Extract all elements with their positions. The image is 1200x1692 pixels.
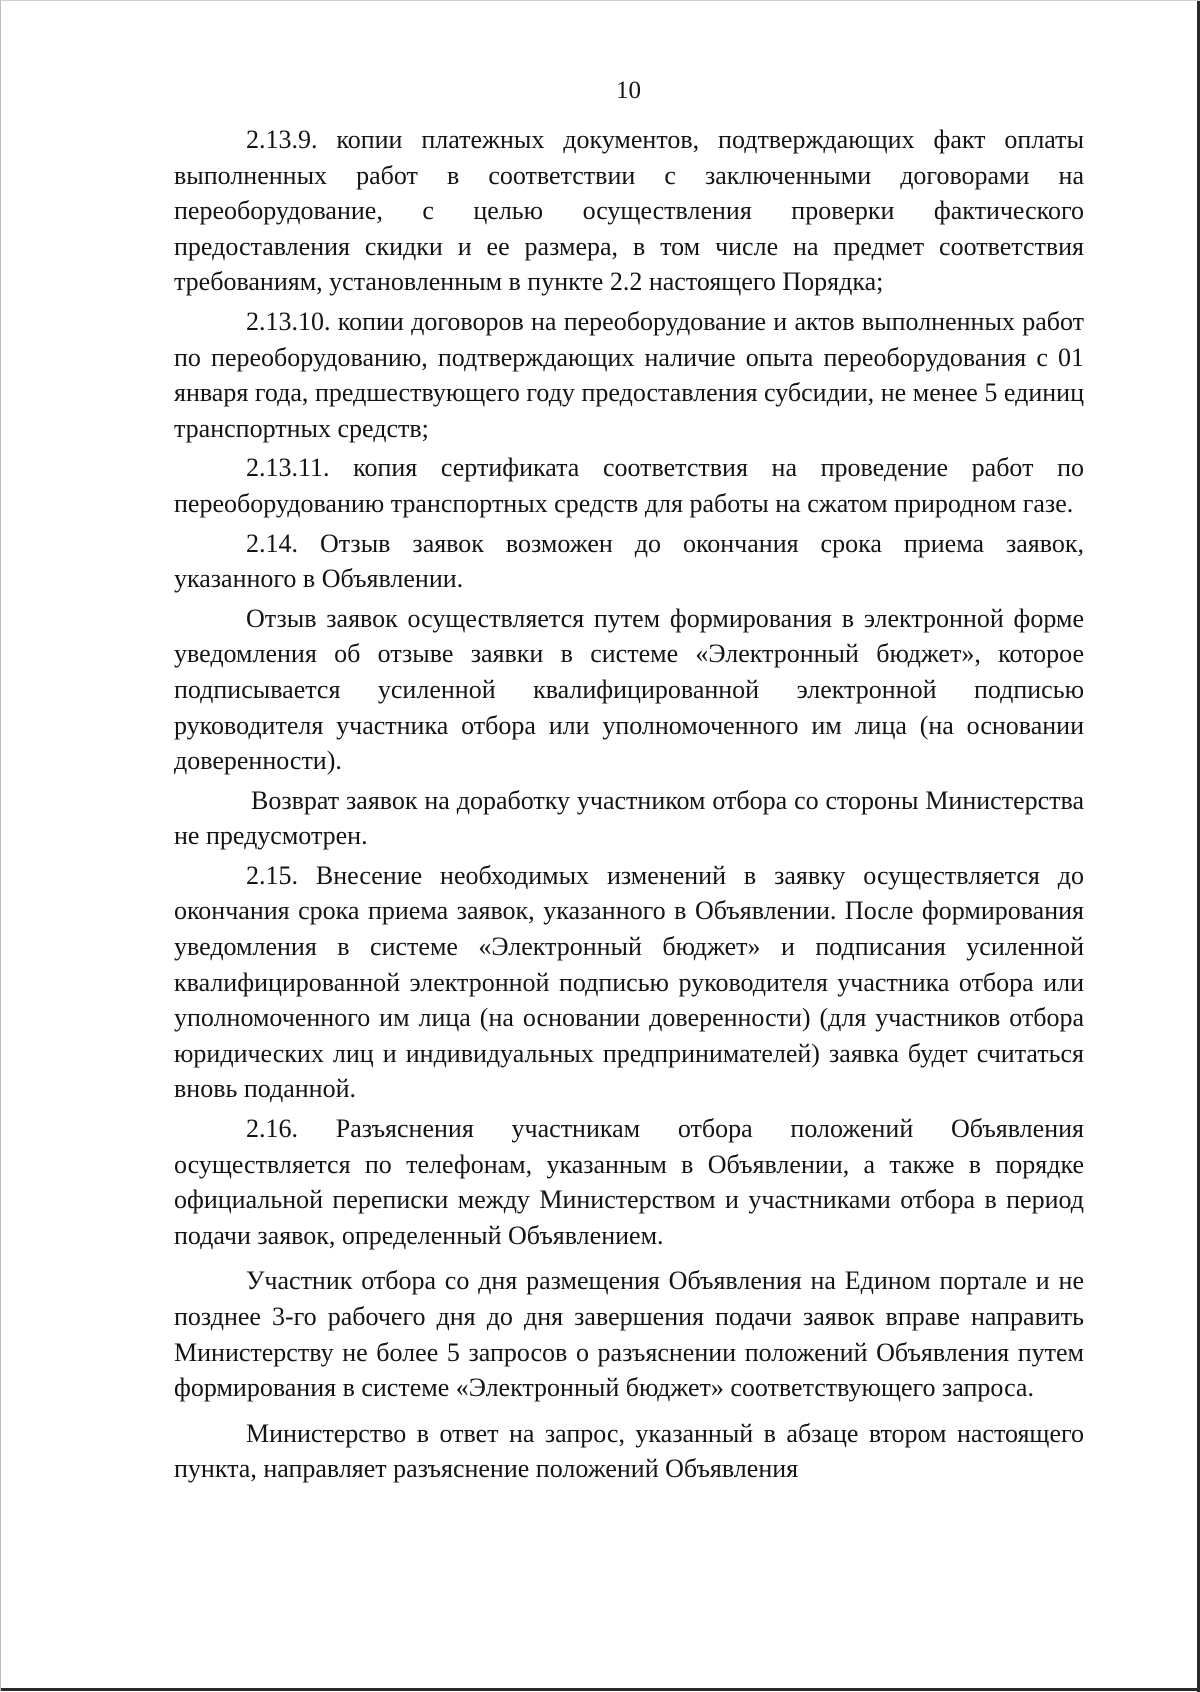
paragraph-2-13-11: 2.13.11. копия сертификата соответствия на проведение работ по переоборудованию транспортных средств для работы на сжатом природном газе. [174,453,1084,518]
paragraph-2-14: 2.14. Отзыв заявок возможен до окончания срока приема заявок, указанного в Объявлении. [174,528,1084,594]
document-body [174,122,1084,1491]
paragraph-2-13-10: 2.13.10. копии договоров на переоборудование и актов выполненных работ по переоборудованию, подтверждающих наличие опыта переоборудования с 01 января года, предшествующего году предоставления субсидии, не менее 5 единиц транспортных средств; [174,306,1084,443]
paragraph-withdrawal-procedure: Отзыв заявок осуществляется путем формирования в электронной форме уведомления об отзыве заявки в системе «Электронный бюджет», которое подписывается усиленной квалифицированной электронной подписью руководителя участника отбора или уполномоченного им лица (на основании доверенности). [174,603,1084,776]
paragraph-requests: Участник отбора со дня размещения Объявления на Едином портале и не позднее 3-го рабочего дня до дня завершения подачи заявок вправе направить Министерству не более 5 запросов о разъяснении положений Объявления путем формирования в системе «Электронный бюджет» соответствующего запроса. [174,1266,1084,1403]
paragraph-ministry-response: Министерство в ответ на запрос, указанный в абзаце втором настоящего пункта, направляет разъяснение положений Объявления [174,1418,1084,1484]
paragraph-2-15: 2.15. Внесение необходимых изменений в заявку осуществляется до окончания срока приема заявок, указанного в Объявлении. После формирования уведомления в системе «Электронный бюджет» и подписания усиленной квалифицированной электронной подписью руководителя участника отбора или уполномоченного им лица (на основании доверенности) (для участников отбора юридических лиц и индивидуальных предпринимателей) заявка будет считаться вновь поданной. [174,860,1084,1104]
paragraph-no-return: Возврат заявок на доработку участником отбора со стороны Министерства не предусмотрен. [174,785,1084,851]
page-number: 10 [616,77,641,104]
paragraph-2-13-9: 2.13.9. копии платежных документов, подтверждающих факт оплаты выполненных работ в соответствии с заключенными договорами на переоборудование, с целью осуществления проверки фактического предоставления скидки и ее размера, в том числе на предмет соответствия требованиям, установленным в пункте 2.2 настоящего Порядка; [174,125,1084,297]
paragraph-2-16: 2.16. Разъяснения участникам отбора положений Объявления осуществляется по телефонам, указанным в Объявлении, а также в порядке официальной переписки между Министерством и участниками отбора в период подачи заявок, определенный Объявлением. [174,1114,1084,1250]
